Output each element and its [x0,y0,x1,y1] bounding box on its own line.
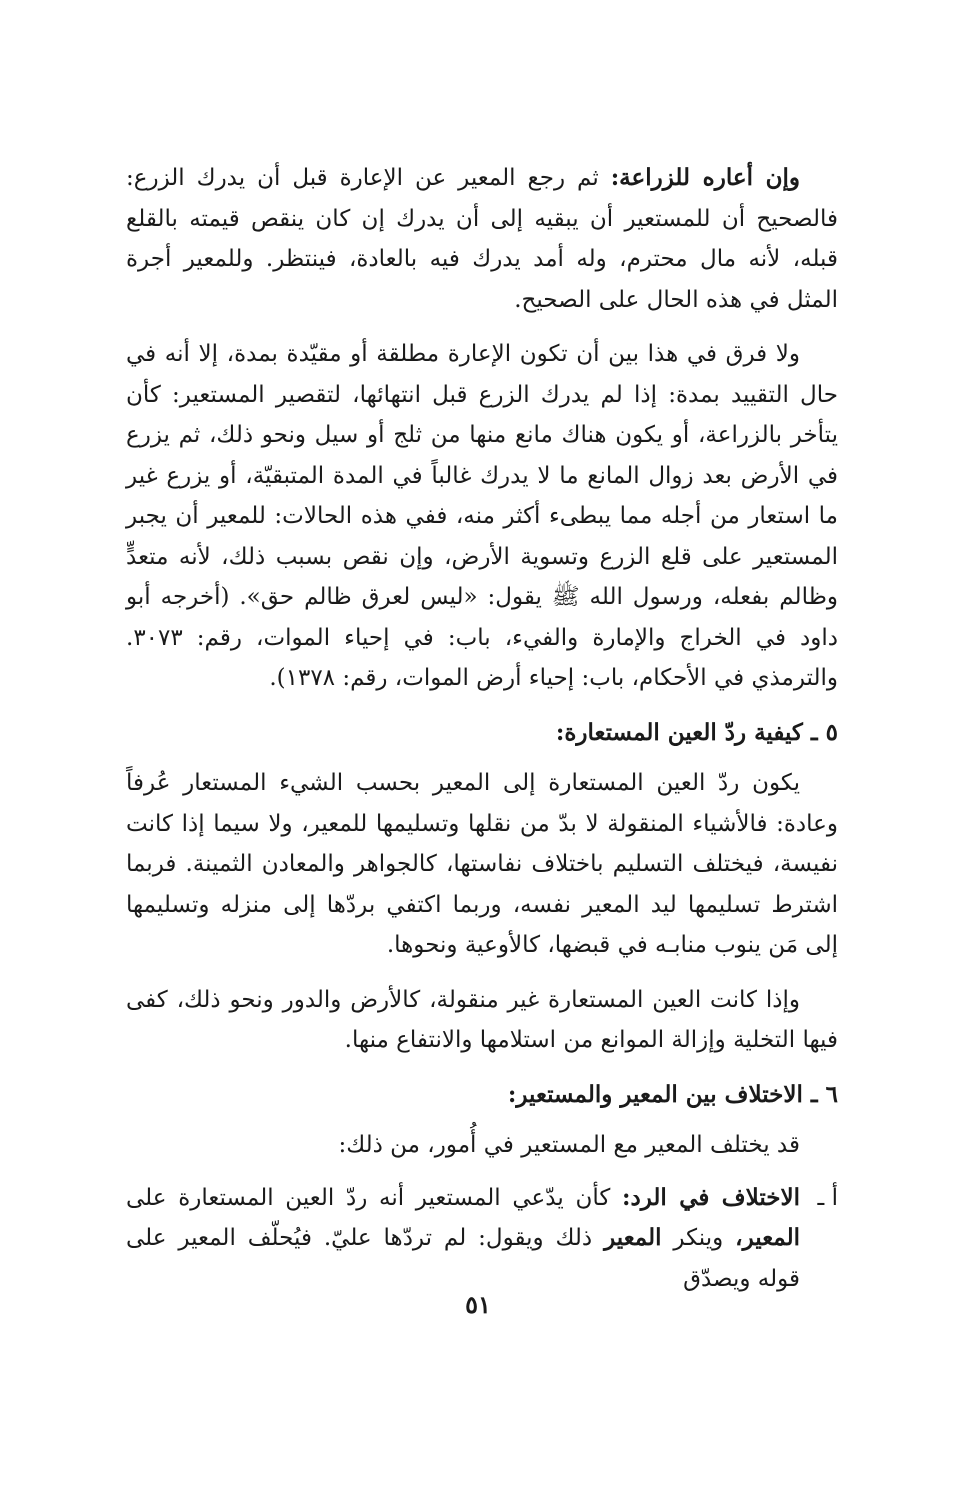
list-item-bold-word: المعير [604,1224,662,1251]
paragraph-text: يكون ردّ العين المستعارة إلى المعير بحسب الشيء المستعار عُرفاً وعادة: فالأشياء المنقولة لا بدّ من نقلها وتسليمها للمعير، ولا سيما إذا كانت نفيسة، فيختلف التسليم باختلاف نفاستها، كالجواهر والمعادن الثمينة. فربما اشترط تسليمها ليد المعير نفسه، وربما اكتفي بردّها إلى منزله وتسليمها إلى مَن ينوب منابـه في قبضها، كالأوعية ونحوها. [126,770,838,958]
list-item-text: كأن يدّعي المستعير أنه ردّ العين المستعارة على [126,1184,611,1211]
page-number: ٥١ [465,1290,491,1319]
list-item-a [126,1178,838,1300]
paragraph-text: ثم رجع المعير عن الإعارة قبل أن يدرك الزرع: فالصحيح أن للمستعير أن يبقيه إلى أن يدرك إن كان ينقص قيمته بالقلع قبله، لأنه مال محترم، وله أمد يدرك فيه بالعادة، فينتظر. وللمعير أجرة المثل في هذه الحال على الصحيح. [126,165,838,313]
paragraph-text: وإذا كانت العين المستعارة غير منقولة، كالأرض والدور ونحو ذلك، كفى فيها التخلية وإزالة الموانع من استلامها والانتفاع منها. [126,986,838,1053]
list-item-bold-word: المعير، [735,1224,801,1251]
list-item-text: ذلك ويقول: لم تردّها عليّ. فيُحلّف المعير على قوله ويصدّق [126,1225,800,1292]
list-item-text: وينكر [673,1225,724,1251]
paragraph-text: ولا فرق في هذا بين أن تكون الإعارة مطلقة أو مقيّدة بمدة، إلا أنه في حال التقييد بمدة: إذا لم يدرك الزرع قبل انتهائها، لتقصير المستعير: كأن يتأخر بالزراعة، أو يكون هناك مانع منها من ثلج أو سيل ونحو ذلك، ثم يزرع في الأرض بعد زوال المانع ما لا يدرك غالباً في المدة المتبقيّة، أو يزرع غير ما استعار من أجله مما يبطىء أكثر منه، ففي هذه الحالات: للمعير أن يجبر المستعير على قلع الزرع وتسوية الأرض، وإن نقص بسبب ذلك، لأنه متعدٍّ وظالم بفعله، ورسول الله ﷺ يقول: «ليس لعرق ظالم حق». (أخرجه أبو داود في الخراج والإمارة والفيء، باب: في إحياء الموات، رقم: ٣٠٧٣. والترمذي في الأحكام، باب: إحياء أرض الموات، رقم: ١٣٧٨). [126,341,838,691]
page-body [126,158,838,1299]
paragraph-disagreement-intro [126,1125,838,1166]
list-item-lead-bold: الاختلاف في الرد: [622,1183,800,1211]
section-heading-6: ٦ ـ الاختلاف بين المعير والمستعير: [507,1080,838,1108]
paragraph-returning-item [126,763,838,966]
paragraph-text: قد يختلف المعير مع المستعير في أُمور، من ذلك: [338,1132,800,1158]
paragraph-time-restriction [126,334,838,699]
paragraph-immovable-item [126,980,838,1061]
section-heading-5: ٥ ـ كيفية ردّ العين المستعارة: [555,718,838,746]
list-marker: أ ـ [817,1184,838,1211]
paragraph-lending-for-farming [126,158,838,320]
paragraph-lead-bold: وإن أعاره للزراعة: [610,164,800,191]
